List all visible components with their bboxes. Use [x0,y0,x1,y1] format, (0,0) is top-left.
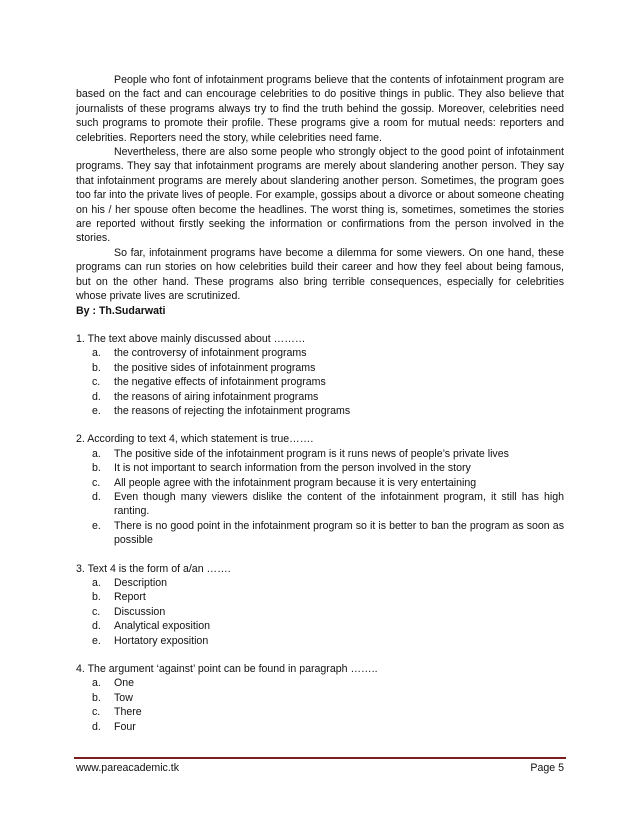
answer-option [76,447,564,461]
option-text: There [114,706,142,719]
passage-paragraph: Nevertheless, there are also some people who strongly object to the good point of infotainment programs. They say that infotainment programs are merely about slandering another person. They say that infotainment programs are merely about slandering another person. Sometimes, the program goes too far into the private lives of people. For example, gossips about a divorce or about someone cheating on his / her spouse often become the headlines. The worst thing is, sometimes, sometimes the stories are reported without firstly seeking the information or confirmations from the person involved in the stories. [76,146,564,245]
option-label: e. [92,519,101,532]
footer [76,762,564,774]
option-text: the reasons of airing infotainment programs [114,390,319,403]
answer-option [76,691,564,705]
answer-options [76,576,564,648]
answer-option [76,346,564,360]
answer-option [76,720,564,734]
option-text: One [114,677,135,690]
answer-option [76,619,564,633]
option-text: the reasons of rejecting the infotainment programs [114,404,351,417]
answer-option [76,705,564,719]
answer-option [76,576,564,590]
option-text: Report [114,591,146,604]
answer-option [76,605,564,619]
option-text: Tow [114,691,133,704]
option-text: Analytical exposition [114,620,210,633]
option-label: b. [92,361,101,374]
answer-options [76,346,564,418]
question-block [76,662,564,734]
question-text: 2. According to text 4, which statement is true……. [76,433,314,446]
option-text: the negative effects of infotainment programs [114,376,326,389]
option-label: d. [92,720,101,733]
answer-option [76,676,564,690]
option-text: the controversy of infotainment programs [114,347,307,360]
option-label: a. [92,577,101,589]
question-block [76,332,564,418]
passage-paragraph: People who font of infotainment programs believe that the contents of infotainment program are based on the fact and can encourage celebrities to do positive things in public. They also believe that journalists of these programs always try to find the truth behind the gossip. Moreover, celebrities need such programs to promote their profile. These programs give a room for mutual needs: reporters and celebrities. Reporters need the story, while celebrities need fame. [76,74,564,144]
answer-option [76,461,564,475]
option-label: e. [92,404,101,417]
option-text: the positive sides of infotainment programs [114,361,316,374]
option-label: c. [92,476,101,489]
answer-option [76,361,564,375]
option-label: d. [92,620,101,633]
answer-option [76,390,564,404]
option-text: Discussion [114,605,166,618]
option-label: a. [92,347,101,360]
questions [76,332,564,734]
answer-option [76,519,564,548]
option-label: a. [92,447,101,460]
document-page [76,73,564,734]
answer-option [76,476,564,490]
option-label: c. [92,605,101,618]
answer-option [76,375,564,389]
passage-paragraph: So far, infotainment programs have become a dilemma for some viewers. On one hand, these programs can run stories on how celebrities build their career and how they feel about being famous, but on the other hand. These programs also bring terrible consequences, especially for celebrities whose private lives are scrutinized. [76,246,564,303]
option-label: d. [92,390,101,403]
passage [76,73,564,318]
option-label: b. [92,591,101,604]
footer-rule [74,757,566,759]
option-text: All people agree with the infotainment program because it is very entertaining [114,476,477,489]
option-text: The positive side of the infotainment program is it runs news of people’s private lives [114,447,509,460]
option-text: Hortatory exposition [114,634,209,647]
question-block [76,562,564,648]
option-label: c. [92,376,101,389]
answer-option [76,590,564,604]
question-block [76,432,564,547]
question-text: 3. Text 4 is the form of a/an ……. [76,562,231,575]
answer-option [76,404,564,418]
option-text: There is no good point in the infotainment program so it is better to ban the program as soon as possible [114,519,564,547]
answer-options [76,447,564,548]
question-text: 1. The text above mainly discussed about ……… [76,332,306,345]
footer-page-number: Page 5 [530,762,564,774]
option-label: d. [92,490,101,503]
option-text: It is not important to search information from the person involved in the story [114,462,471,475]
author-byline: By : Th.Sudarwati [76,304,166,317]
option-label: b. [92,691,101,704]
option-label: c. [92,706,101,719]
option-text: Four [114,720,136,733]
option-text: Description [114,577,167,589]
answer-options [76,676,564,734]
option-label: a. [92,677,101,690]
answer-option [76,634,564,648]
question-text: 4. The argument ‘against’ point can be found in paragraph …….. [76,663,378,676]
option-text: Even though many viewers dislike the content of the infotainment program, it still has high ranting. [114,490,564,518]
option-label: b. [92,462,101,475]
footer-website: www.pareacademic.tk [76,762,180,774]
answer-option [76,490,564,519]
option-label: e. [92,634,101,647]
